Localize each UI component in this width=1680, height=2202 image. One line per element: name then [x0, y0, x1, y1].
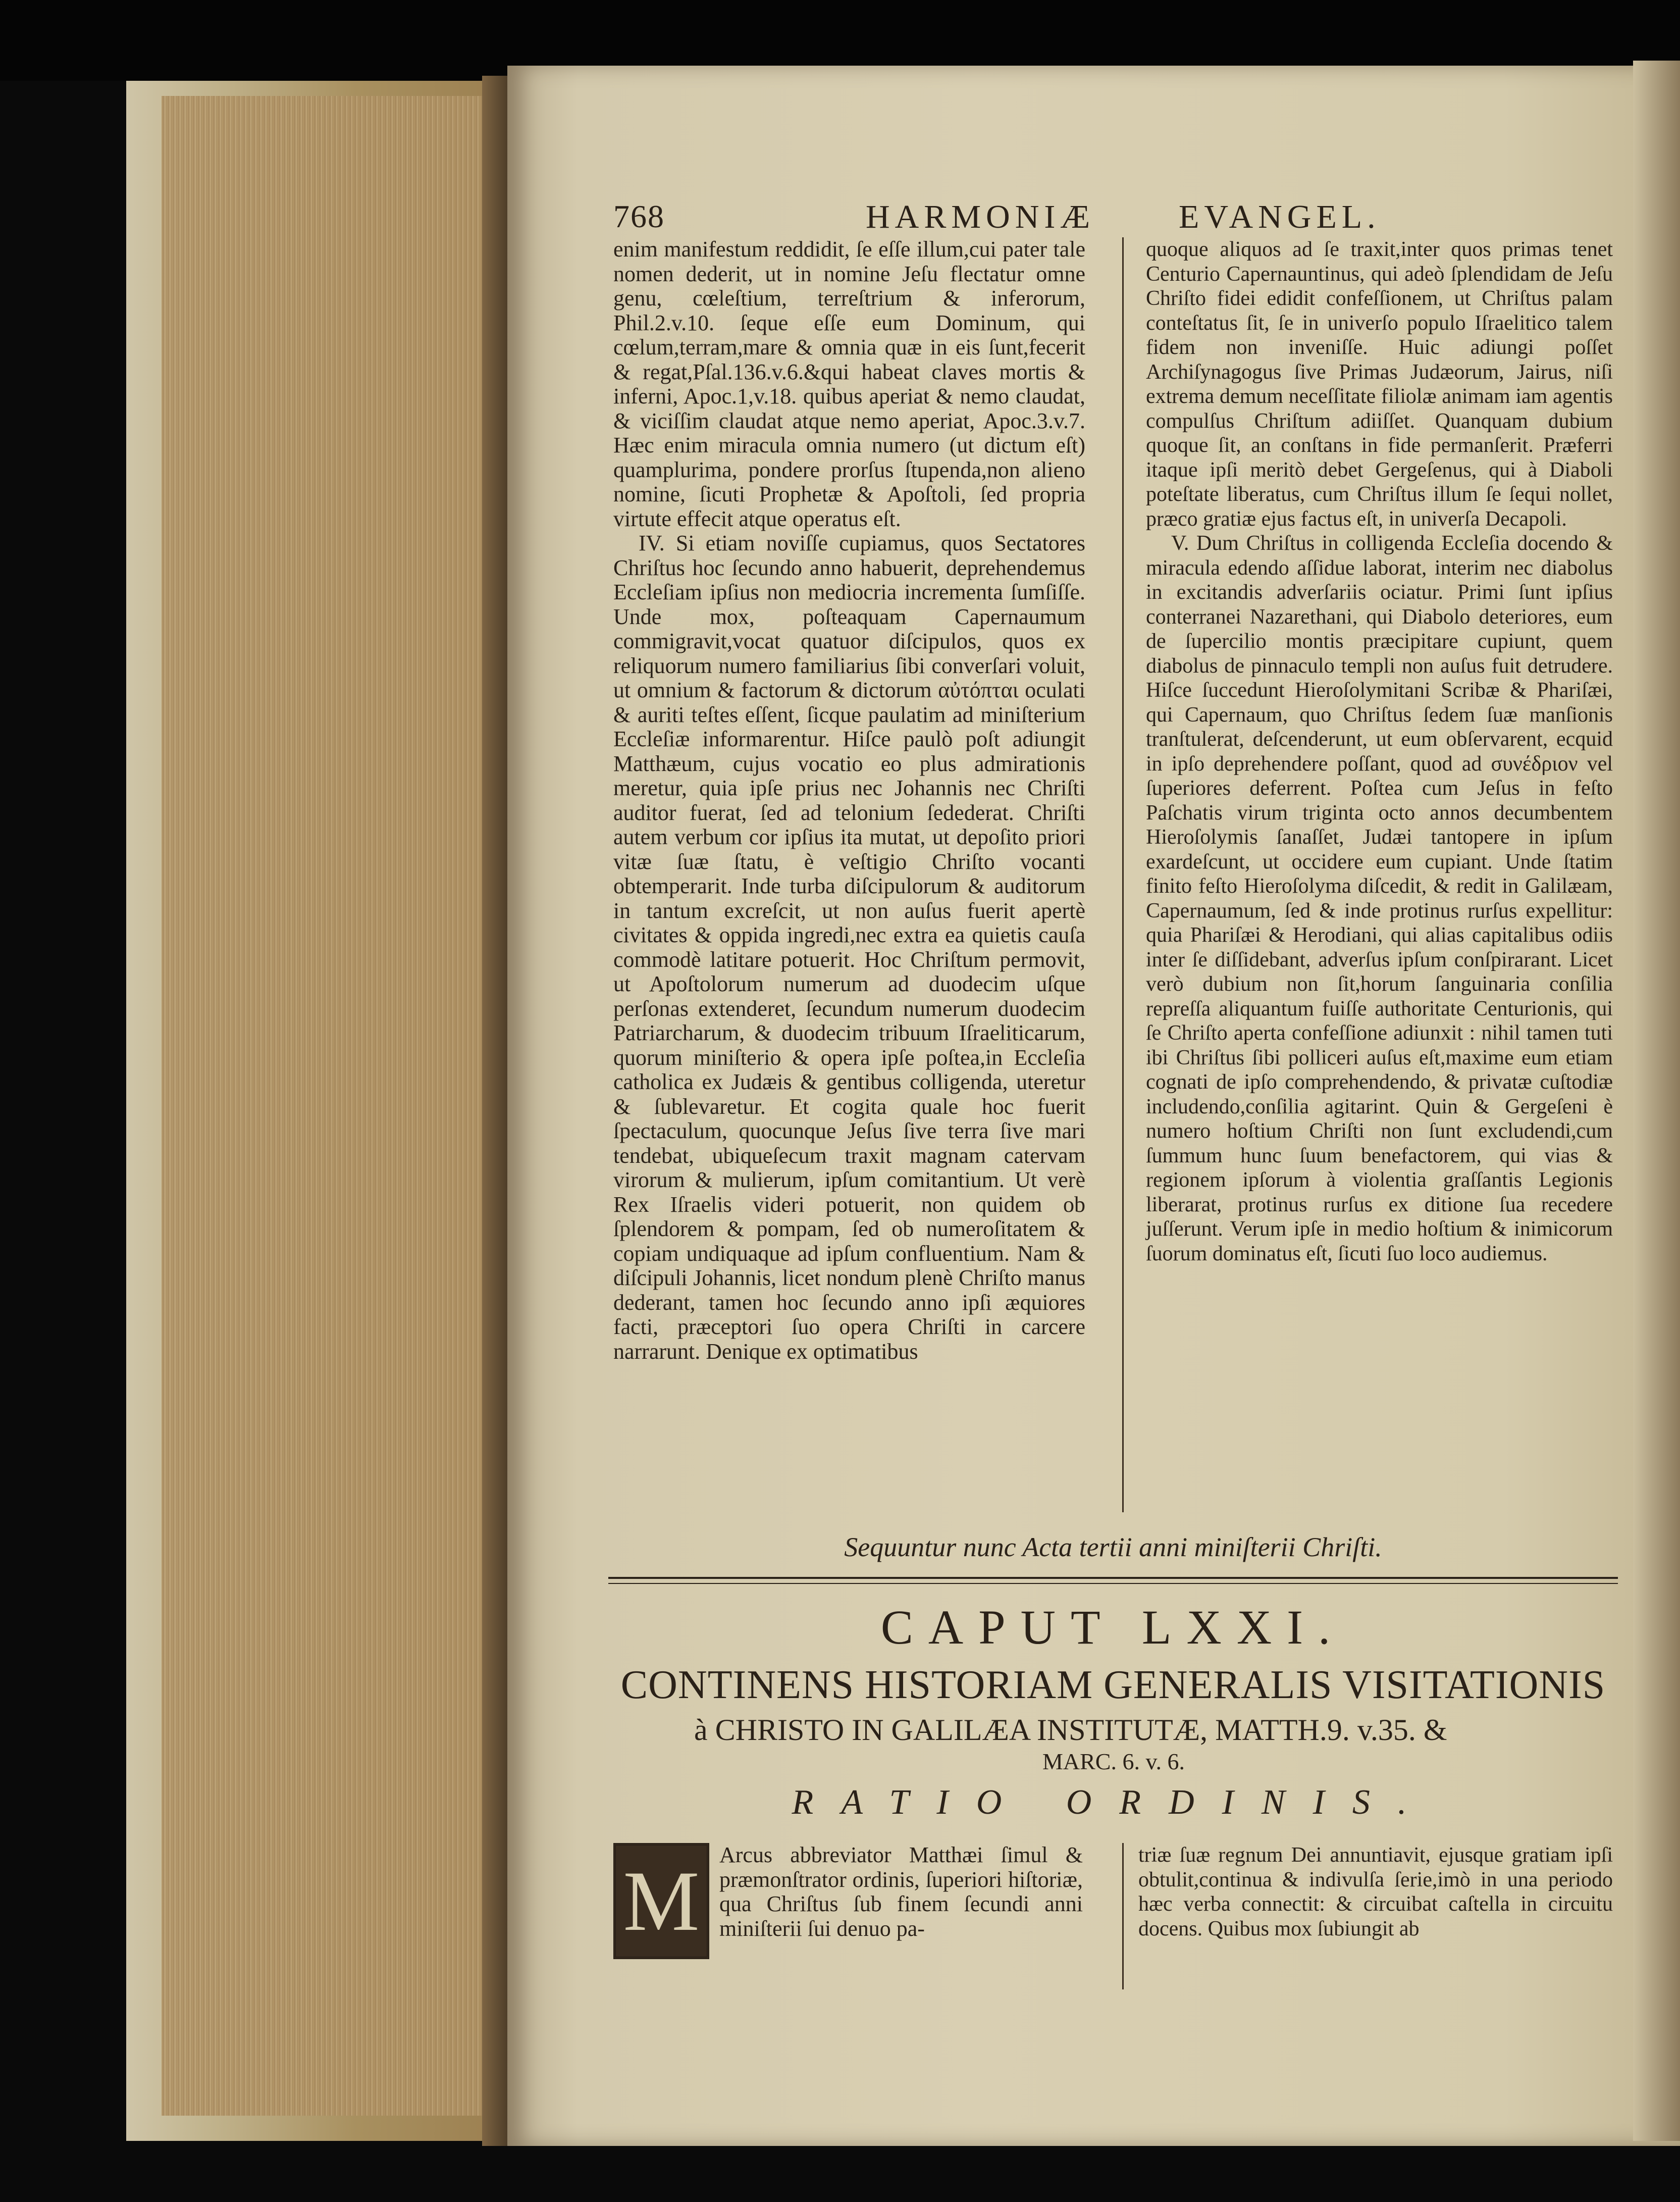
chapter-title-line-1: CONTINENS HISTORIAM GENERALIS VISITATIONIS	[620, 1663, 1606, 1707]
chapter-title-line-3: MARC. 6. v. 6.	[1042, 1749, 1185, 1774]
chapter-opening-text	[613, 1843, 1613, 1994]
two-column-text	[613, 237, 1613, 1522]
book-gutter	[482, 76, 510, 2146]
running-head	[613, 192, 1613, 237]
paragraph: IV. Si etiam noviſſe cupiamus, quos Sectatores Chriſtus hoc ſecundo anno habuerit, deprehendemus Eccleſiam ipſius non mediocria incrementa ſumſiſſe. Unde mox, poſteaquam Capernaumum commigravit,vocat quatuor diſcipulos, quos ex reliquorum numero familiarius ſibi converſari voluit, ut omnium & factorum & dictorum αὐτόπται oculati & auriti teſtes eſſent, ſicque paulatim ad miniſterium Eccleſiæ informarentur. Hiſce paulò poſt adiungit Matthæum, cujus vocatio eo plus admirationis meretur, quia ipſe prius nec Johannis nec Chriſti auditor fuerat, ſed ad telonium ſedederat. Chriſti autem verbum cor ipſius ita mutat, ut depoſito priori vitæ ſuæ ſtatu, è veſtigio Chriſto vocanti obtemperarit. Inde turba diſcipulorum & auditorum in tantum excreſcit, ut non auſus fuerit apertè civitates & oppida ingredi,nec extra ea quietis cauſa commodè latitare potuerit. Hoc Chriſtum permovit, ut Apoſtolorum numerum ad duodecim uſque perſonas extenderet, ſecundum numerum duodecim Patriarcharum, & duodecim tribuum Iſraeliticarum, quorum miniſterio & opera ipſe poſtea,in Eccleſia catholica ex Judæis & gentibus colligenda, uteretur & ſublevaretur. Et cogita quale hoc fuerit ſpectaculum, quocunque Jeſus ſive terra ſive mari tendebat, ubiqueſecum traxit magnam catervam virorum & mulierum, ipſum comitantium. Ut verè Rex Iſraelis videri potuerit, non quidem ob ſplendorem & pompam, ſed ob numeroſitatem & copiam undiquaque ad ipſum confluentium. Nam & diſcipuli Johannis, licet nondum plenè Chriſto manus dederant, tamen hoc ſecundo anno ipſi æquiores facti, præceptori ſuo opera Chriſti in carcere narrarunt. Denique ex optimatibus	[613, 531, 1085, 1364]
ratio-ordinis-heading: RATIO ORDINIS.	[792, 1783, 1435, 1822]
decorated-initial: M	[613, 1843, 709, 1959]
text-column-right	[1146, 237, 1613, 1266]
column-divider	[1122, 237, 1124, 1512]
page-edges-stack	[162, 96, 495, 2116]
column-divider	[1122, 1843, 1124, 1989]
running-title-right: EVANGEL.	[1179, 198, 1381, 235]
page-number: 768	[613, 198, 665, 234]
section-transition: Sequuntur nunc Acta tertii anni miniſterii Chriſti.	[844, 1532, 1382, 1562]
running-title-left: HARMONIÆ	[866, 198, 1095, 235]
chapter-heading: CAPUT LXXI.	[880, 1600, 1346, 1654]
paragraph: V. Dum Chriſtus in colligenda Eccleſia docendo & miracula edendo aſſidue laborat, interim nec diabolus in excitandis adverſariis ociatur. Primi ſunt ipſius conterranei Nazarethani, qui Diabolo deteriores, eum de ſupercilio montis præcipitare cupiunt, quem diabolus de pinnaculo templi non auſus fuit detrudere. Hiſce ſuccedunt Hieroſolymitani Scribæ & Phariſæi, qui Capernaum, quo Chriſtus ſedem ſuæ manſionis tranſtulerat, deſcenderunt, ut eum obſervarent, ecquid in ipſo deprehendere poſſant, quod ad συνέδριον vel ſuperiores deferrent. Poſtea cum Jeſus in feſto Paſchatis virum triginta octo annos decumbentem Hieroſolymis ſanaſſet, Judæi tantopere in ipſum exardeſcunt, ut occidere eum cupiant. Unde ſtatim finito feſto Hieroſolyma diſcedit, & redit in Galilæam, Capernaumum, ſed & inde protinus rurſus expellitur: quia Phariſæi & Herodiani, qui alias capitalibus odiis inter ſe diſſidebant, adverſus ipſum conſpirarant. Licet verò dubium non ſit,horum ſanguinaria conſilia repreſſa aliquantum fuiſſe authoritate Centurionis, qui ſe Chriſto aperta confeſſione adiunxit : nihil tamen tuti ibi Chriſtus ſibi polliceri auſus eſt,maxime eum etiam cognati de ipſo comprehendendo, & privatæ cuſtodiæ includendo,conſilia agitarint. Quin & Gergeſeni è numero hoſtium Chriſti non ſunt excludendi,cum ſummum hunc ſuum benefactorem, qui vias & regionem ipſorum à violentia graſſantis Legionis liberarat, protinus rurſus ex ditione ſua recedere juſſerunt. Verum ipſe in medio hoſtium & inimicorum ſuorum dominatus eſt, ſicuti ſuo loco audiemus.	[1146, 532, 1613, 1265]
text-column-left	[613, 237, 1085, 1364]
paragraph: quoque aliquos ad ſe traxit,inter quos primas tenet Centurio Capernauntinus, qui adeò ſplendidam de Jeſu Chriſto fidei edidit confeſſionem, ut Chriſtus palam conteſtatus ſit, ſe in univerſo populo Iſraelitico talem fidem non inveniſſe. Huic adiungi poſſet Archiſynagogus ſive Primas Judæorum, Jairus, niſi extrema demum neceſſitate filiolæ animam iam agentis compulſus Chriſtum adiiſſet. Quanquam dubium quoque ſit, an conſtans in fide permanſerit. Præferri itaque ipſi meritò debet Gergeſenus, qui à Diaboli poteſtate liberatus, cum Chriſtus illum ſe ſequi nollet, præco gratiæ ejus factus eſt, in univerſa Decapoli.	[1146, 238, 1613, 531]
opening-column-left: Arcus abbreviator Matthæi ſimul & præmonſtrator ordinis, ſuperiori hiſtoriæ, qua Chriſtus ſub finem ſecundi anni miniſterii ſui denuo pa-	[719, 1842, 1083, 1941]
horizontal-rule	[608, 1577, 1618, 1584]
opening-column-right: triæ ſuæ regnum Dei annuntiavit, ejusque gratiam ipſi obtulit,continua & indivulſa ſerie,imò in una periodo hæc verba connectit: & circuibat caſtella in circuitu docens. Quibus mox ſubiungit ab	[1138, 1843, 1613, 1940]
chapter-title-line-2: à CHRISTO IN GALILÆA INSTITUTÆ, MATTH.9. v.35. &	[694, 1713, 1447, 1747]
paragraph: enim manifestum reddidit, ſe eſſe illum,cui pater tale nomen dederit, ut in nomine Jeſu flectatur omne genu, cœleſtium, terreſtrium & inferorum, Phil.2.v.10. ſeque eſſe eum Dominum, qui cœlum,terram,mare & omnia quæ in eis ſunt,fecerit & regat,Pſal.136.v.6.&qui habeat claves mortis & inferni, Apoc.1,v.18. quibus aperiat & nemo claudat, & viciſſim claudat atque nemo aperiat, Apoc.3.v.7. Hæc enim miracula omnia numero (ut dictum eſt) quamplurima, pondere prorſus ſtupenda,non alieno nomine, ſicuti Prophetæ & Apoſtoli, ſed propria virtute effecit atque operatus eſt.	[613, 237, 1085, 531]
facing-page-edge	[1633, 61, 1680, 2141]
page-content	[613, 192, 1613, 1994]
